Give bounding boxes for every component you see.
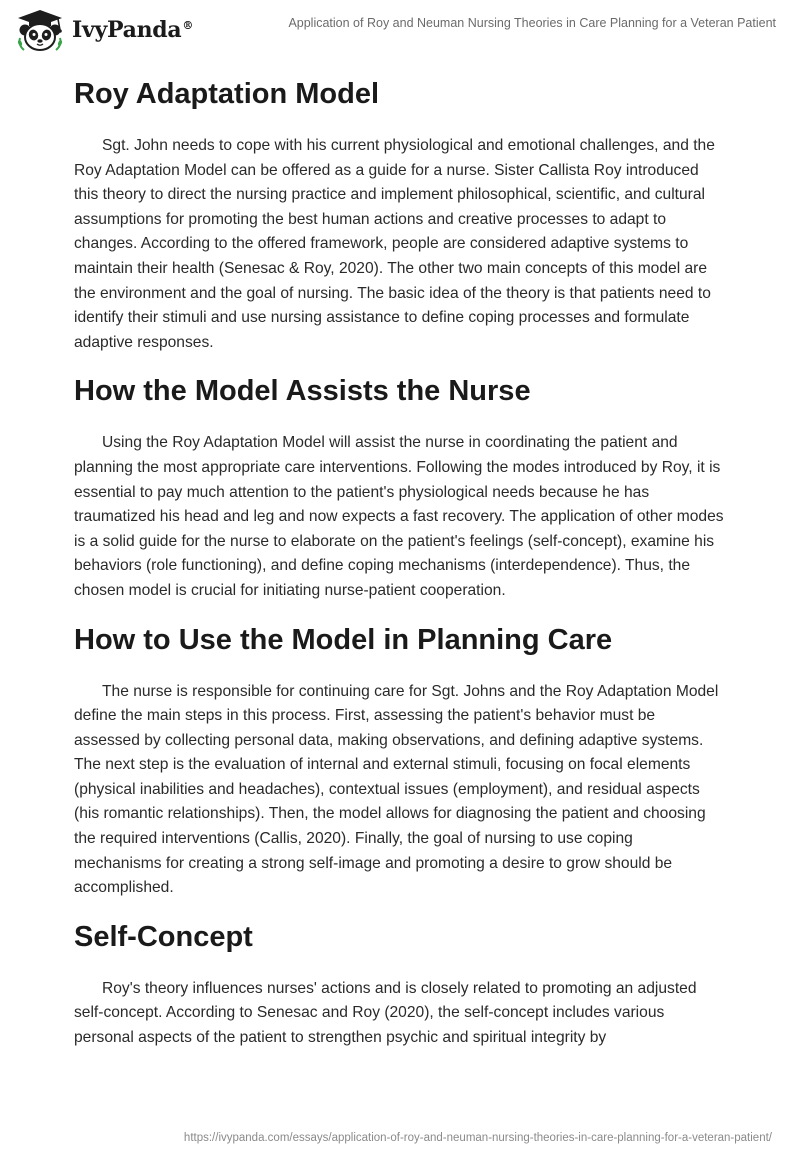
essay-content [74, 72, 724, 1051]
document-title: Application of Roy and Neuman Nursing Theories in Care Planning for a Veteran Patient [288, 16, 776, 30]
section-heading-planning-care: How to Use the Model in Planning Care [74, 623, 613, 656]
section-heading-self-concept: Self-Concept [74, 920, 253, 953]
source-url-link[interactable]: https://ivypanda.com/essays/application-of-roy-and-neuman-nursing-theories-in-care-planning-for-a-veteran-patient/ [183, 1132, 772, 1144]
trademark-symbol: ® [182, 18, 194, 32]
section-paragraph-model-assists-nurse: Using the Roy Adaptation Model will assist the nurse in coordinating the patient and planning the most appropriate care interventions. Following the modes introduced by Roy, it is essential to pay much attention to the patient's physiological needs because he has traumatized his head and leg and now expects a fast recovery. The application of other modes is a solid guide for the nurse to elaborate on the patient's feelings (self-concept), examine his behaviors (role functioning), and define coping mechanisms (interdependence). Thus, the chosen model is crucial for initiating nurse-patient cooperation. [74, 434, 724, 599]
section-paragraph-planning-care: The nurse is responsible for continuing care for Sgt. Johns and the Roy Adaptation Model define the main steps in this process. First, assessing the patient's behavior must be assessed by collecting personal data, making observations, and defining adaptive systems. The next step is the evaluation of internal and external stimuli, focusing on focal elements (physical inabilities and headaches), contextual issues (employment), and residual aspects (his romantic relationships). Then, the model allows for diagnosing the patient and choosing the required interventions (Callis, 2020). Finally, the goal of nursing to use coping mechanisms for creating a strong self-image and promoting a desire to grow should be accomplished. [74, 682, 719, 897]
section-paragraph-self-concept: Roy's theory influences nurses' actions and is closely related to promoting an adjusted self-concept. According to Senesac and Roy (2020), the self-concept includes various personal aspects of the patient to strengthen psychic and spiritual integrity by [74, 979, 697, 1047]
brand-name: IvyPanda® [72, 17, 194, 43]
section-paragraph-roy-adaptation-model: Sgt. John needs to cope with his current physiological and emotional challenges, and the Roy Adaptation Model can be offered as a guide for a nurse. Sister Callista Roy introduced this theory to direct the nursing practice and implement philosophical, scientific, and cultural assumptions for promoting the best human actions and creative processes to adapt to changes. According to the offered framework, people are considered adaptive systems to maintain their health (Senesac & Roy, 2020). The other two main concepts of this model are the environment and the goal of nursing. The basic idea of the theory is that patients need to identify their stimuli and use nursing assistance to define coping processes and formulate adaptive responses. [74, 137, 715, 351]
panda-mascot-icon [14, 8, 66, 52]
ivypanda-logo[interactable] [14, 8, 193, 52]
page-header [0, 0, 800, 56]
section-heading-model-assists-nurse: How the Model Assists the Nurse [74, 375, 531, 408]
section-heading-roy-adaptation-model: Roy Adaptation Model [74, 78, 380, 110]
